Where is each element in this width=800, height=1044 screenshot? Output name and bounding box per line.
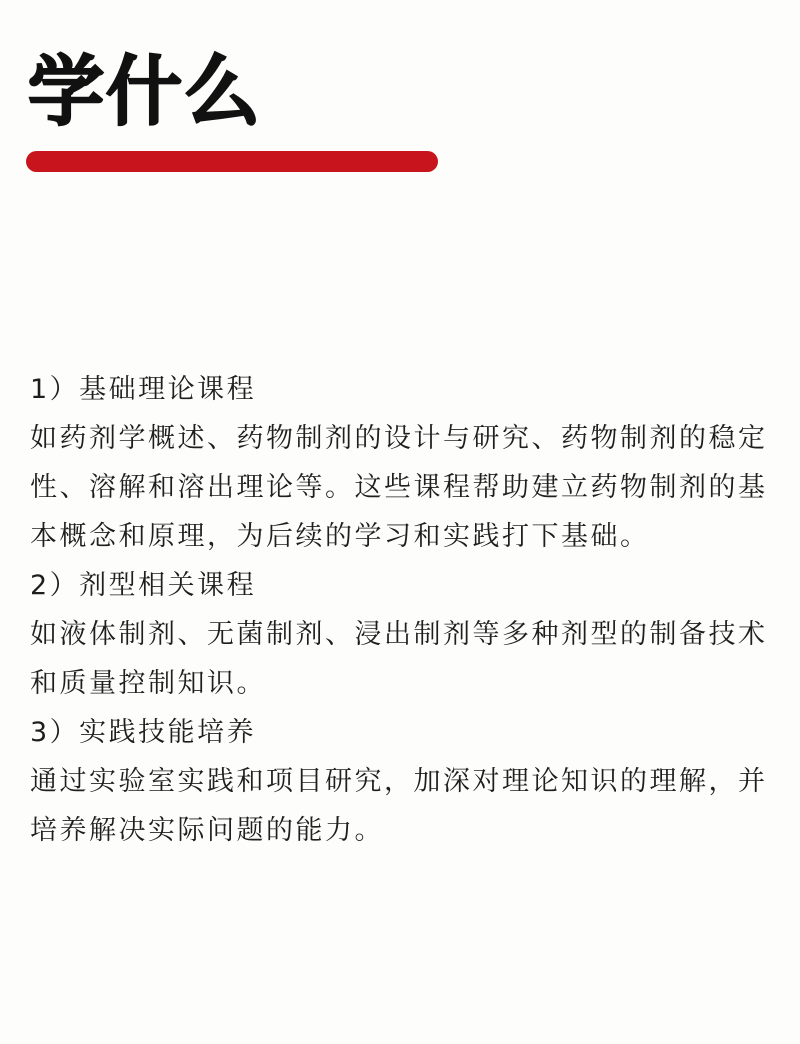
section-body-practical-skills: 通过实验室实践和项目研究，加深对理论知识的理解，并培养解决实际问题的能力。 — [30, 766, 768, 846]
section-heading-practical-skills: 3）实践技能培养 — [30, 717, 257, 748]
title-underline-bar — [26, 151, 438, 172]
section-heading-basic-theory: 1）基础理论课程 — [30, 374, 257, 405]
section-body-basic-theory: 如药剂学概述、药物制剂的设计与研究、药物制剂的稳定性、溶解和溶出理论等。这些课程帮助建立药物制剂的基本概念和原理，为后续的学习和实践打下基础。 — [30, 423, 768, 552]
page-title: 学什么 — [28, 47, 262, 136]
section-heading-dosage-forms: 2）剂型相关课程 — [30, 570, 257, 601]
content-body — [30, 365, 782, 855]
section-body-dosage-forms: 如液体制剂、无菌制剂、浸出制剂等多种剂型的制备技术和质量控制知识。 — [30, 619, 768, 699]
